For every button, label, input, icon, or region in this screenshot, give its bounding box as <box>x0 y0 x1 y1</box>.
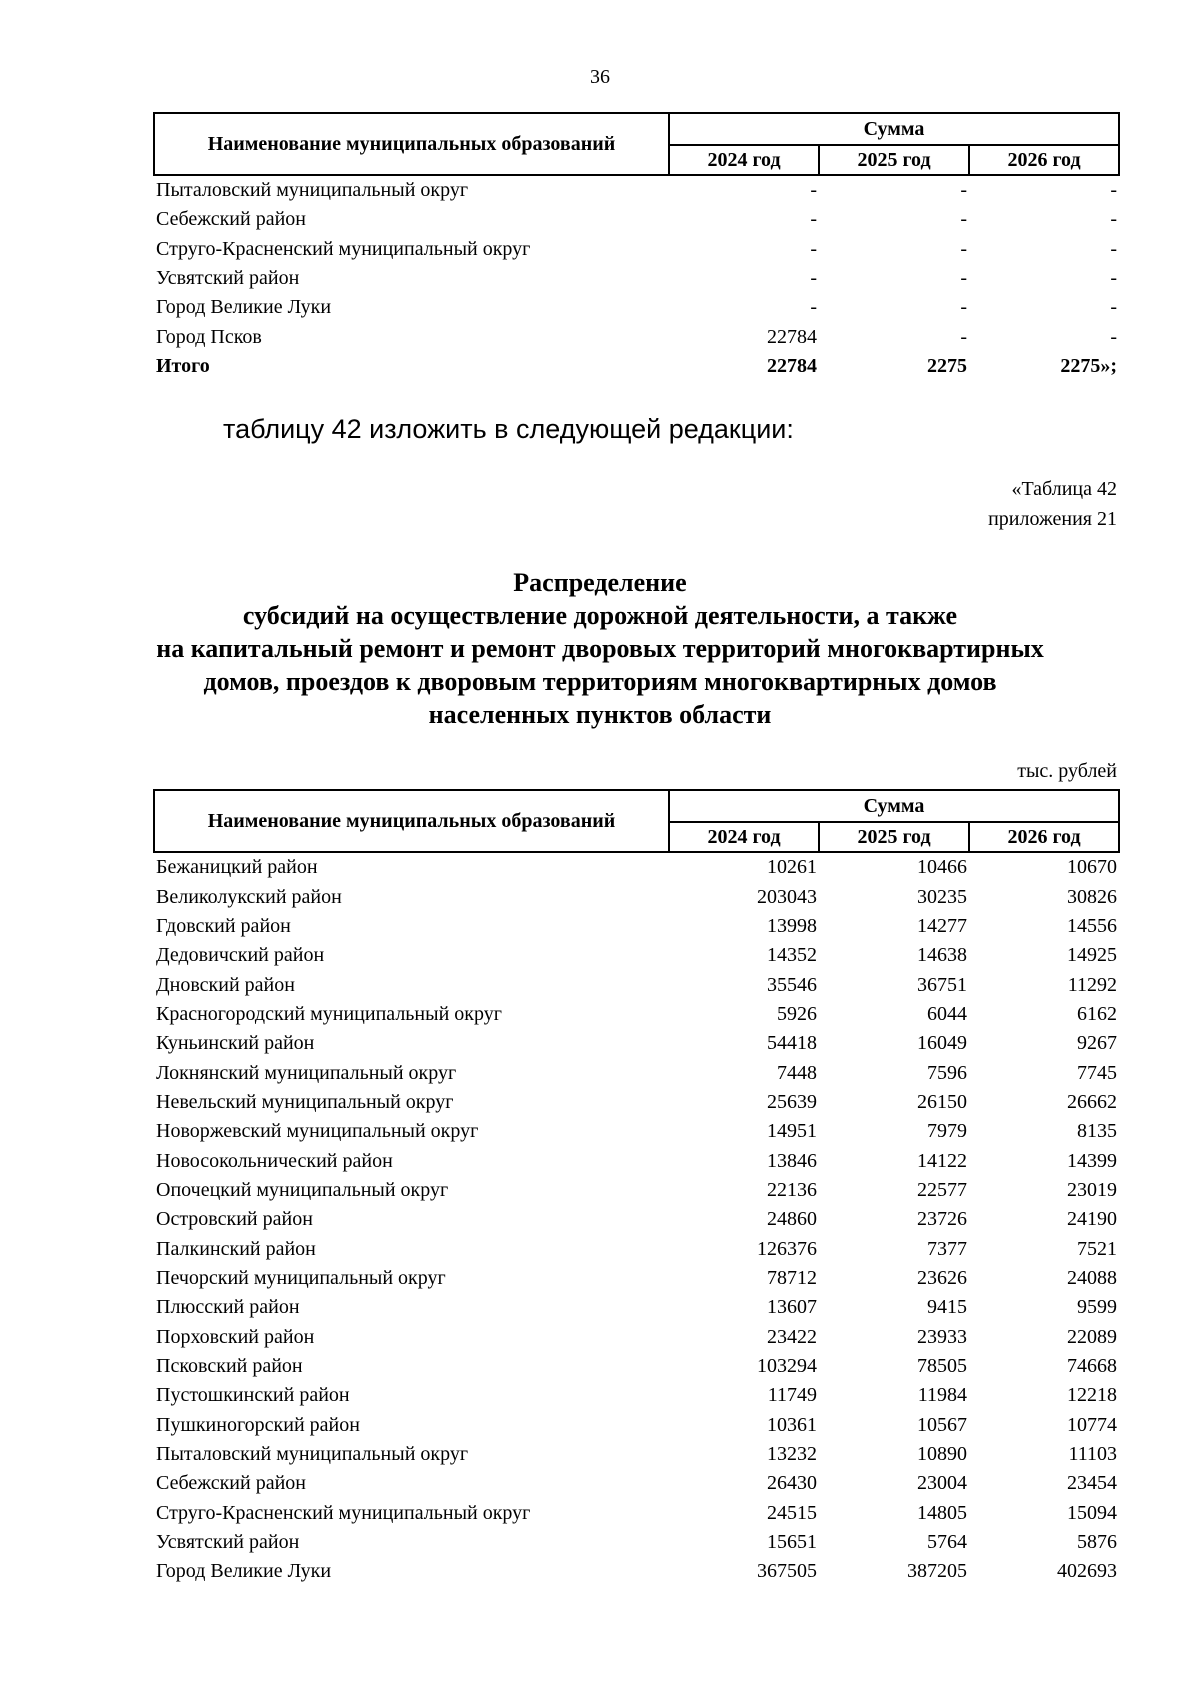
value-2025-cell: 10567 <box>917 1413 967 1436</box>
municipality-name-cell: Струго-Красненский муниципальный округ <box>156 1501 531 1524</box>
table-title <box>0 566 1200 731</box>
municipality-name-cell: Струго-Красненский муниципальный округ <box>156 237 531 260</box>
value-2024-cell: 22136 <box>767 1178 817 1201</box>
table-row <box>154 235 1119 264</box>
value-2024-cell: 14352 <box>767 944 817 967</box>
value-2025-cell: 22577 <box>917 1178 967 1201</box>
table-body <box>154 175 1119 381</box>
total-row <box>154 352 1119 381</box>
value-2026-cell: 7745 <box>1077 1061 1118 1084</box>
table-row <box>154 1000 1119 1029</box>
value-2026-cell: - <box>1110 325 1118 348</box>
value-2026-cell: 10774 <box>1067 1413 1118 1436</box>
municipality-name-cell: Город Псков <box>156 325 262 348</box>
table-row <box>154 1117 1119 1146</box>
value-2025-cell: 387205 <box>907 1560 967 1583</box>
value-2026-cell: 15094 <box>1067 1501 1118 1524</box>
value-2025-cell: - <box>960 325 967 348</box>
value-2026-cell: 22089 <box>1067 1325 1118 1348</box>
value-2024-cell: 24860 <box>767 1208 817 1231</box>
value-2025-cell: 7979 <box>927 1120 967 1143</box>
value-2024-cell: 22784 <box>767 354 817 377</box>
municipality-name-cell: Город Великие Луки <box>156 1560 332 1583</box>
value-2024-cell: 35546 <box>767 973 817 996</box>
value-2026-cell: 14925 <box>1067 944 1118 967</box>
value-2026-cell: 8135 <box>1077 1120 1118 1143</box>
value-2024-cell: 15651 <box>767 1531 817 1554</box>
municipality-name-cell: Опочецкий муниципальный округ <box>156 1178 449 1201</box>
value-2026-cell: 74668 <box>1067 1355 1118 1378</box>
table-header <box>154 113 1119 175</box>
municipality-name-cell: Дедовичский район <box>156 944 325 967</box>
table-row <box>154 1264 1119 1293</box>
value-2025-cell: 23933 <box>917 1325 967 1348</box>
table-header <box>154 790 1119 852</box>
value-2024-cell: 13846 <box>767 1149 817 1172</box>
table-row <box>154 205 1119 234</box>
value-2026-cell: 5876 <box>1077 1531 1118 1554</box>
table-caption-number: «Таблица 42 <box>1011 478 1117 500</box>
value-2026-cell: 14556 <box>1067 914 1118 937</box>
value-2024-cell: 14951 <box>767 1120 817 1143</box>
municipality-name-cell: Островский район <box>156 1208 313 1231</box>
value-2026-cell: 7521 <box>1077 1237 1118 1260</box>
municipality-name-cell: Невельский муниципальный округ <box>156 1090 454 1113</box>
value-2026-cell: 9267 <box>1077 1032 1118 1055</box>
table-row <box>154 1205 1119 1234</box>
value-2024-cell: - <box>810 296 817 319</box>
value-2026-cell: - <box>1110 179 1118 202</box>
value-2025-cell: 23626 <box>917 1266 967 1289</box>
municipality-name-cell: Дновский район <box>156 973 295 996</box>
value-2026-cell: 9599 <box>1077 1296 1118 1319</box>
value-2024-cell: 13607 <box>767 1296 817 1319</box>
value-2026-cell: 24088 <box>1067 1266 1118 1289</box>
table-row <box>154 1440 1119 1469</box>
column-header-sum: Сумма <box>669 113 1119 145</box>
column-header-2025: 2025 год <box>819 145 969 175</box>
value-2025-cell: - <box>960 237 967 260</box>
value-2026-cell: - <box>1110 267 1118 290</box>
value-2024-cell: 23422 <box>767 1325 817 1348</box>
value-2024-cell: - <box>810 237 817 260</box>
table-row <box>154 1323 1119 1352</box>
value-2024-cell: - <box>810 267 817 290</box>
municipality-name-cell: Гдовский район <box>156 914 291 937</box>
value-2026-cell: 24190 <box>1067 1208 1118 1231</box>
value-2025-cell: 36751 <box>917 973 967 996</box>
value-2024-cell: 10361 <box>767 1413 817 1436</box>
municipality-name-cell: Плюсский район <box>156 1296 300 1319</box>
value-2025-cell: 7377 <box>927 1237 967 1260</box>
value-2025-cell: - <box>960 179 967 202</box>
value-2025-cell: 2275 <box>927 354 967 377</box>
table-row <box>154 264 1119 293</box>
value-2026-cell: 30826 <box>1067 885 1118 908</box>
value-2024-cell: 10261 <box>767 856 817 879</box>
municipality-name-cell: Пыталовский муниципальный округ <box>156 1443 469 1466</box>
value-2025-cell: 5764 <box>927 1531 967 1554</box>
table-row <box>154 175 1119 205</box>
value-2026-cell: - <box>1110 296 1118 319</box>
municipality-name-cell: Итого <box>156 354 210 377</box>
table-row <box>154 322 1119 351</box>
column-header-2024: 2024 год <box>669 822 819 852</box>
amendment-instruction: таблицу 42 изложить в следующей редакции: <box>223 414 794 444</box>
table-row <box>154 852 1119 882</box>
table-row <box>154 1528 1119 1557</box>
value-2024-cell: 126376 <box>757 1237 817 1260</box>
municipality-name-cell: Пустошкинский район <box>156 1384 350 1407</box>
value-2026-cell: 402693 <box>1057 1560 1118 1583</box>
table-row <box>154 882 1119 911</box>
column-header-name: Наименование муниципальных образований <box>154 790 669 852</box>
value-2024-cell: 103294 <box>757 1355 817 1378</box>
title-line: Распределение <box>513 568 687 597</box>
unit-label: тыс. рублей <box>1017 760 1117 782</box>
value-2025-cell: 23004 <box>917 1472 967 1495</box>
value-2025-cell: 9415 <box>927 1296 967 1319</box>
column-header-2024: 2024 год <box>669 145 819 175</box>
subsidy-distribution-table <box>153 789 1120 1587</box>
municipality-name-cell: Пушкиногорский район <box>156 1413 360 1436</box>
column-header-name: Наименование муниципальных образований <box>154 113 669 175</box>
municipality-name-cell: Пыталовский муниципальный округ <box>156 179 469 202</box>
value-2024-cell: 25639 <box>767 1090 817 1113</box>
column-header-2025: 2025 год <box>819 822 969 852</box>
value-2024-cell: 11749 <box>767 1384 817 1407</box>
value-2025-cell: 16049 <box>917 1032 967 1055</box>
municipality-name-cell: Псковский район <box>156 1355 303 1378</box>
column-header-2026: 2026 год <box>969 145 1119 175</box>
table-row <box>154 1352 1119 1381</box>
value-2024-cell: 367505 <box>757 1560 817 1583</box>
value-2024-cell: - <box>810 208 817 231</box>
value-2025-cell: 14122 <box>917 1149 967 1172</box>
municipality-name-cell: Город Великие Луки <box>156 296 332 319</box>
value-2025-cell: 14638 <box>917 944 967 967</box>
table-row <box>154 1058 1119 1087</box>
table-row <box>154 1146 1119 1175</box>
table-body <box>154 852 1119 1587</box>
table-row <box>154 970 1119 999</box>
value-2024-cell: 13998 <box>767 914 817 937</box>
municipality-name-cell: Новоржевский муниципальный округ <box>156 1120 479 1143</box>
table-row <box>154 1234 1119 1263</box>
municipality-name-cell: Усвятский район <box>156 1531 300 1554</box>
value-2025-cell: 14805 <box>917 1501 967 1524</box>
municipality-name-cell: Себежский район <box>156 208 306 231</box>
value-2024-cell: - <box>810 179 817 202</box>
value-2026-cell: 11292 <box>1067 973 1118 996</box>
value-2025-cell: 78505 <box>917 1355 967 1378</box>
municipality-name-cell: Печорский муниципальный округ <box>156 1266 446 1289</box>
table-row <box>154 941 1119 970</box>
value-2024-cell: 7448 <box>777 1061 817 1084</box>
table-row <box>154 912 1119 941</box>
value-2025-cell: - <box>960 208 967 231</box>
municipality-name-cell: Порховский район <box>156 1325 315 1348</box>
municipality-name-cell: Усвятский район <box>156 267 300 290</box>
value-2025-cell: 26150 <box>917 1090 967 1113</box>
value-2025-cell: - <box>960 267 967 290</box>
value-2026-cell: 6162 <box>1077 1002 1118 1025</box>
municipality-name-cell: Новосокольнический район <box>156 1149 393 1172</box>
value-2024-cell: 24515 <box>767 1501 817 1524</box>
value-2026-cell: 11103 <box>1068 1443 1118 1466</box>
municipality-name-cell: Куньинский район <box>156 1032 315 1055</box>
page-number: 36 <box>590 66 610 88</box>
table-row <box>154 1029 1119 1058</box>
municipality-name-cell: Себежский район <box>156 1472 306 1495</box>
value-2025-cell: 23726 <box>917 1208 967 1231</box>
table-row <box>154 1499 1119 1528</box>
value-2026-cell: 23454 <box>1067 1472 1118 1495</box>
value-2024-cell: 13232 <box>767 1443 817 1466</box>
value-2026-cell: - <box>1110 208 1118 231</box>
column-header-sum: Сумма <box>669 790 1119 822</box>
table-row <box>154 1469 1119 1498</box>
value-2026-cell: 14399 <box>1067 1149 1118 1172</box>
table-row <box>154 1381 1119 1410</box>
value-2024-cell: 54418 <box>767 1032 817 1055</box>
value-2024-cell: 26430 <box>767 1472 817 1495</box>
value-2024-cell: 5926 <box>777 1002 817 1025</box>
value-2025-cell: 11984 <box>917 1384 967 1407</box>
value-2025-cell: 6044 <box>927 1002 967 1025</box>
municipality-name-cell: Локнянский муниципальный округ <box>156 1061 457 1084</box>
table-row <box>154 1293 1119 1322</box>
municipality-name-cell: Красногородский муниципальный округ <box>156 1002 502 1025</box>
value-2026-cell: 2275»; <box>1060 354 1118 377</box>
title-line: субсидий на осуществление дорожной деятельности, а также <box>242 601 958 630</box>
value-2025-cell: 14277 <box>917 914 967 937</box>
value-2025-cell: 10890 <box>917 1443 967 1466</box>
table-caption-appendix: приложения 21 <box>988 508 1117 530</box>
value-2024-cell: 203043 <box>757 885 817 908</box>
value-2024-cell: 22784 <box>767 325 817 348</box>
value-2025-cell: - <box>960 296 967 319</box>
value-2026-cell: - <box>1110 237 1118 260</box>
table-row <box>154 293 1119 322</box>
value-2026-cell: 23019 <box>1067 1178 1118 1201</box>
municipality-name-cell: Бежаницкий район <box>156 856 318 879</box>
title-line: населенных пунктов области <box>428 700 772 729</box>
value-2025-cell: 30235 <box>917 885 967 908</box>
value-2026-cell: 12218 <box>1067 1384 1118 1407</box>
table-row <box>154 1176 1119 1205</box>
table-row <box>154 1557 1119 1586</box>
municipality-name-cell: Великолукский район <box>156 885 342 908</box>
municipality-name-cell: Палкинский район <box>156 1237 316 1260</box>
title-line: на капитальный ремонт и ремонт дворовых территорий многоквартирных <box>156 634 1044 663</box>
value-2025-cell: 7596 <box>927 1061 967 1084</box>
value-2026-cell: 10670 <box>1067 856 1118 879</box>
title-line: домов, проездов к дворовым территориям многоквартирных домов <box>203 667 997 696</box>
column-header-2026: 2026 год <box>969 822 1119 852</box>
subsidy-table-continued <box>153 112 1120 381</box>
value-2025-cell: 10466 <box>917 856 967 879</box>
table-row <box>154 1088 1119 1117</box>
value-2024-cell: 78712 <box>767 1266 817 1289</box>
value-2026-cell: 26662 <box>1067 1090 1118 1113</box>
table-row <box>154 1411 1119 1440</box>
